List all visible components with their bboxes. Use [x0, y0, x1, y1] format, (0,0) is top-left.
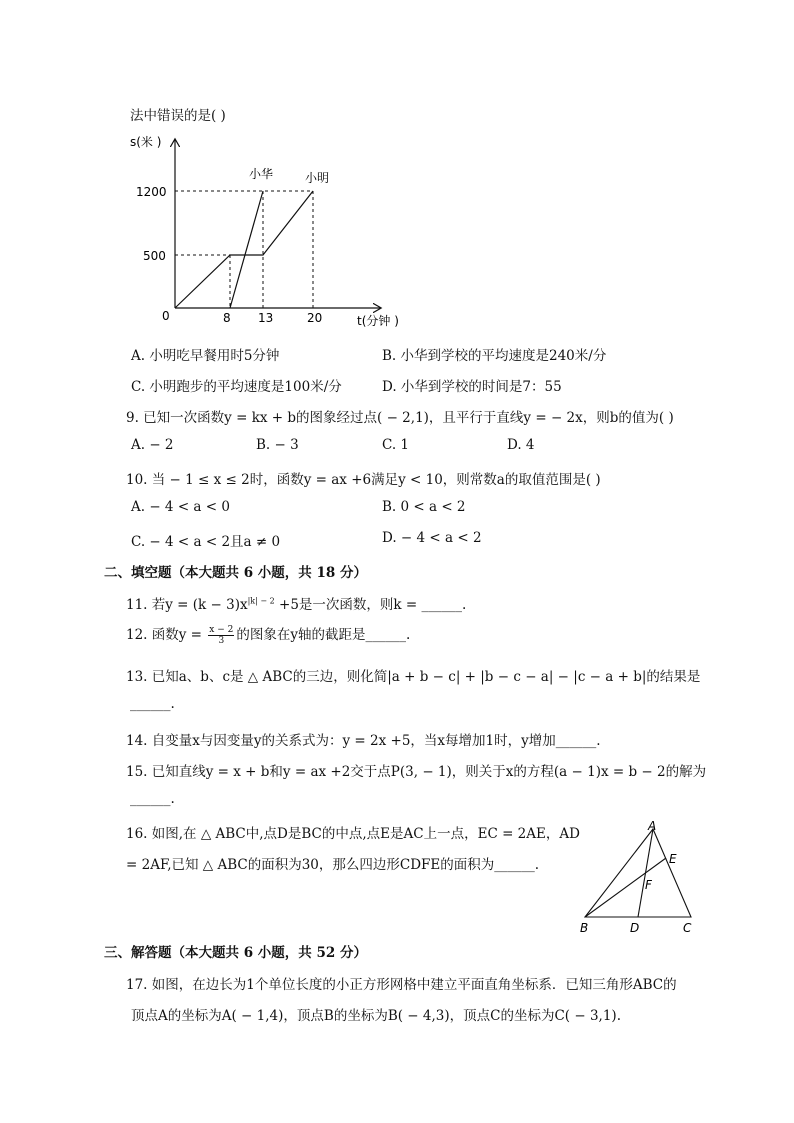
q15-line2: ______. [130, 791, 175, 807]
triangle-abc [585, 829, 691, 917]
q8-option-b: B. 小华到学校的平均速度是240米/分 [382, 348, 607, 364]
x-axis-label: t(分钟 ) [357, 314, 399, 328]
vertex-a: A [648, 819, 657, 833]
q9-option-c: C. 1 [382, 437, 410, 453]
point-f: F [645, 878, 652, 892]
q10-stem: 10. 当 − 1 ≤ x ≤ 2时，函数y = ax +6满足y < 10，则常数a的取值范围是( ) [126, 472, 601, 488]
q11-post: +5是一次函数，则k = ______. [274, 597, 467, 613]
q17-line1: 17. 如图，在边长为1个单位长度的小正方形网格中建立平面直角坐标系．已知三角形ABC的 [126, 977, 677, 993]
q12-denominator: 3 [218, 636, 225, 646]
q10-option-b: B. 0 < a < 2 [382, 499, 466, 515]
segment-be [585, 858, 666, 917]
vertex-b: B [580, 921, 589, 935]
x-tick-8: 8 [223, 311, 231, 325]
y-axis-label: s(米 ) [130, 135, 162, 149]
q9-stem: 9. 已知一次函数y = kx + b的图象经过点( − 2,1)，且平行于直线y = − 2x，则b的值为( ) [126, 410, 674, 426]
q8-graph [120, 128, 420, 338]
q15-line1: 15. 已知直线y = x + b和y = ax +2交于点P(3, − 1)，则关于x的方程(a − 1)x = b − 2的解为 [126, 764, 707, 780]
xiaohua-line [230, 191, 263, 308]
point-e: E [669, 852, 677, 866]
point-d: D [630, 921, 640, 935]
xiaoming-line [175, 191, 313, 308]
q11-pre: 11. 若y = (k − 3)x [126, 597, 248, 613]
q16-line2: = 2AF,已知 △ ABC的面积为30，那么四边形CDFE的面积为______. [126, 857, 540, 873]
section-fill-in-heading: 二、填空题（本大题共 6 小题，共 18 分） [104, 565, 367, 581]
vertex-c: C [683, 921, 692, 935]
q16-line1: 16. 如图,在 △ ABC中,点D是BC的中点,点E是AC上一点，EC = 2AE，AD [126, 826, 580, 842]
q11-exponent: |k| − 2 [247, 596, 275, 606]
q12-numerator: x − 2 [209, 625, 234, 635]
q16-triangle-figure [575, 818, 705, 936]
q17-line2: 顶点A的坐标为A( − 1,4)，顶点B的坐标为B( − 4,3)，顶点C的坐标为C( − 3,1). [131, 1008, 621, 1024]
origin-label: 0 [162, 309, 170, 323]
q8-option-a: A. 小明吃早餐用时5分钟 [131, 348, 280, 364]
q11 [126, 593, 466, 613]
x-tick-20: 20 [307, 311, 323, 325]
x-tick-13: 13 [258, 311, 274, 325]
q12 [126, 623, 410, 646]
q9-option-d: D. 4 [507, 437, 535, 453]
q14: 14. 自变量x与因变量y的关系式为：y = 2x +5，当x每增加1时，y增加______. [126, 733, 601, 749]
q8-option-d: D. 小华到学校的时间是7：55 [382, 379, 562, 395]
q12-post: 的图象在y轴的截距是______. [236, 627, 411, 643]
q10-option-d: D. − 4 < a < 2 [382, 530, 482, 546]
q12-fraction [208, 625, 234, 646]
y-tick-500: 500 [143, 249, 166, 263]
section-solve-heading: 三、解答题（本大题共 6 小题，共 52 分） [104, 945, 367, 961]
q10-option-c: C. − 4 < a < 2且a ≠ 0 [131, 534, 281, 550]
xiaohua-label: 小华 [249, 167, 274, 181]
q10-option-a: A. − 4 < a < 0 [131, 499, 230, 515]
q12-pre: 12. 函数y = [126, 627, 207, 643]
xiaoming-label: 小明 [305, 171, 330, 185]
q13-line1: 13. 已知a、b、c是 △ ABC的三边，则化简|a + b − c| + |b − c − a| − |c − a + b|的结果是 [126, 669, 701, 685]
q8-option-c: C. 小明跑步的平均速度是100米/分 [131, 379, 342, 395]
q9-option-b: B. − 3 [256, 437, 299, 453]
q13-line2: ______. [130, 696, 175, 712]
q9-option-a: A. − 2 [131, 437, 174, 453]
y-tick-1200: 1200 [136, 185, 167, 199]
q8-stem-tail: 法中错误的是( ) [130, 108, 226, 124]
